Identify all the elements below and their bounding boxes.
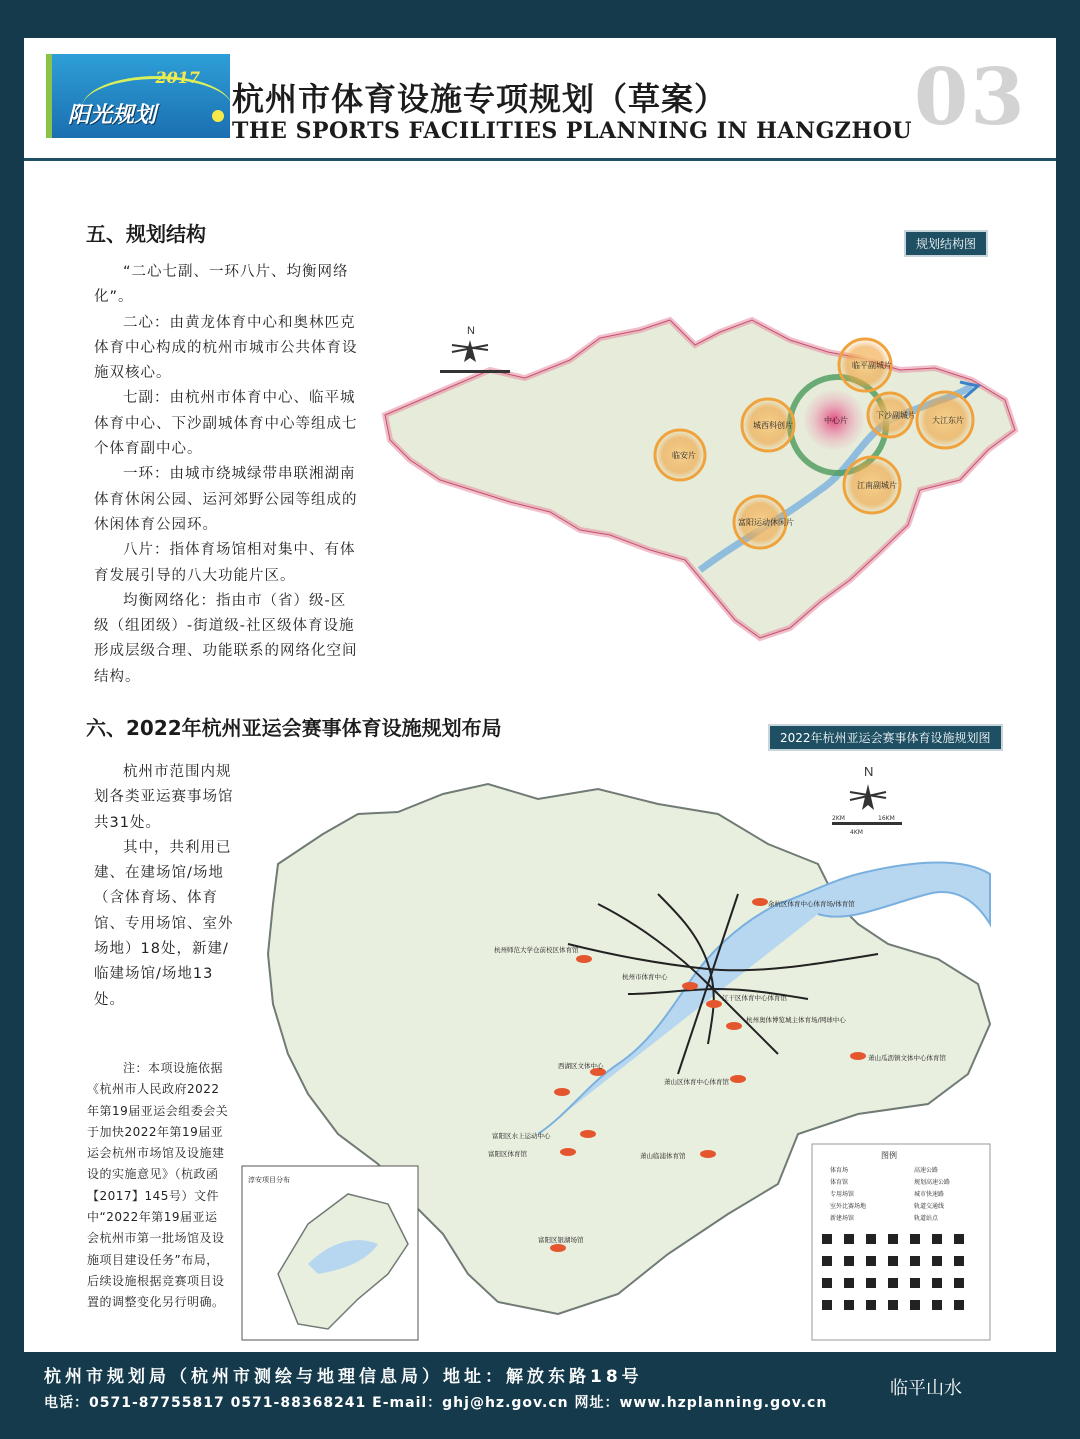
venue-label: 萧山区体育中心体育馆 (664, 1078, 729, 1086)
legend-item: 城市快速路 (914, 1191, 945, 1198)
section5-map-tag: 规划结构图 (904, 230, 988, 257)
venue-label: 萧山临浦体育馆 (640, 1152, 686, 1160)
page-header (24, 38, 1056, 161)
north-arrow-icon (850, 784, 886, 810)
legend-item: 高速公路 (914, 1167, 939, 1174)
structure-map-svg (360, 290, 1020, 670)
legend-item: 轨道交通线 (914, 1203, 945, 1210)
legend-item: 轨道站点 (914, 1215, 939, 1222)
label-fuyang: 富阳运动休闲片 (738, 518, 794, 527)
legend-item: 室外比赛场地 (830, 1203, 867, 1210)
scale-bar (440, 370, 510, 373)
label-dajiang: 大江东片 (932, 416, 964, 425)
section6-text (94, 760, 234, 1013)
section6-map-tag: 2022年杭州亚运会赛事体育设施规划图 (768, 724, 1003, 751)
page-subtitle: THE SPORTS FACILITIES PLANNING IN HANGZHOU (232, 118, 913, 144)
page-footer (0, 1352, 1080, 1439)
label-center: 中心片 (824, 416, 848, 425)
label-linping: 临平副城片 (852, 361, 892, 370)
wechat-watermark: 临平山水 (890, 1378, 962, 1399)
legend-item: 新建场馆 (830, 1215, 855, 1222)
s5-paragraph: 二心：由黄龙体育中心和奥林匹克体育中心构成的杭州市城市公共体育设施双核心。 (94, 314, 358, 382)
legend-title: 图例 (881, 1151, 897, 1160)
logo-name: 阳光规划 (68, 103, 157, 128)
venue-label: 杭州市体育中心 (622, 973, 668, 981)
structure-map (360, 290, 1020, 670)
s5-paragraph: 一环：由城市绕城绿带串联湘湖南体育休闲公园、运河郊野公园等组成的休闲体育公园环。 (94, 466, 358, 533)
venue-label: 萧山瓜沥镇文体中心体育馆 (868, 1054, 946, 1062)
section5-heading: 五、规划结构 (86, 222, 206, 246)
s5-paragraph: “二心七副、一环八片、均衡网络化”。 (94, 264, 349, 306)
section5-text (94, 260, 358, 690)
legend-item: 专用场馆 (830, 1191, 855, 1198)
legend-item: 规划高速公路 (914, 1179, 951, 1186)
venue-label: 江干区体育中心体育馆 (722, 994, 787, 1002)
page-title: 杭州市体育设施专项规划（草案） (232, 80, 728, 118)
scale-label: 16KM (878, 815, 895, 822)
venue-label: 富阳区银湖场馆 (538, 1236, 584, 1244)
section6-heading: 六、2022年杭州亚运会赛事体育设施规划布局 (86, 716, 502, 740)
label-chengxi: 城西科创片 (753, 421, 793, 430)
north-label: N (864, 764, 874, 779)
north-arrow-icon (452, 340, 488, 362)
page-sheet (24, 38, 1056, 1352)
s5-paragraph: 七副：由杭州市体育中心、临平城体育中心、下沙副城体育中心等组成七个体育副中心。 (94, 390, 358, 458)
page-number: 03 (914, 52, 1027, 143)
venue-label: 西湖区文体中心 (558, 1062, 604, 1070)
logo (46, 54, 230, 138)
footer-contact: 电话：0571-87755817 0571-88368241 E-mail：ghj@hz.gov.cn 网址：www.hzplanning.gov.cn (44, 1395, 828, 1411)
venue-label: 富阳区水上运动中心 (492, 1132, 551, 1140)
s6-paragraph: 其中，共利用已建、在建场馆/场地（含体育场、体育馆、专用场馆、室外场地）18处，新建/临建场馆/场地13处。 (94, 839, 234, 1008)
scale-label: 2KM (832, 815, 845, 822)
footer-address: 杭州市规划局（杭州市测绘与地理信息局）地址：解放东路18号 (44, 1367, 643, 1387)
venue-label: 富阳区体育馆 (488, 1150, 527, 1158)
section6-note: 注：本项设施依据《杭州市人民政府2022年第19届亚运会组委会关于加快2022年第19届亚运会杭州市场馆及设施建设的实施意见》（杭政函【2017】145号）文件中“2022年第19届亚运会杭州市第一批场馆及设施项目建设任务”布局，后续设施根据竞赛项目设置的调整变化另行明确。 (87, 1061, 229, 1310)
s5-paragraph: 八片：指体育场馆相对集中、有体育发展引导的八大功能片区。 (94, 542, 356, 584)
north-label: N (467, 325, 475, 337)
asiangames-map-svg (238, 754, 998, 1342)
venue-label: 余杭区体育中心体育场/体育馆 (768, 900, 855, 908)
legend-item: 体育场 (830, 1167, 849, 1174)
venue-label: 杭州师范大学仓前校区体育馆 (494, 946, 579, 954)
inset-title: 淳安项目分布 (248, 1176, 290, 1184)
s5-paragraph: 均衡网络化：指由市（省）级-区级（组团级）-街道级-社区级体育设施形成层级合理、功能联系的网络化空间结构。 (94, 592, 358, 685)
scale-bar (832, 822, 902, 825)
city-boundary (385, 320, 1015, 638)
logo-year: 2017 (155, 68, 200, 87)
legend-item: 体育馆 (830, 1179, 849, 1186)
logo-ball-icon (212, 110, 224, 122)
label-linan: 临安片 (672, 451, 696, 460)
label-xisha: 下沙副城片 (876, 411, 916, 420)
asiangames-map (238, 754, 998, 1342)
venue-label: 杭州奥体博览城主体育场/网球中心 (746, 1016, 846, 1024)
s6-paragraph: 杭州市范围内规划各类亚运赛事场馆共31处。 (94, 764, 234, 831)
label-jiangnan: 江南副城片 (857, 481, 897, 490)
scale-label: 4KM (850, 829, 863, 836)
